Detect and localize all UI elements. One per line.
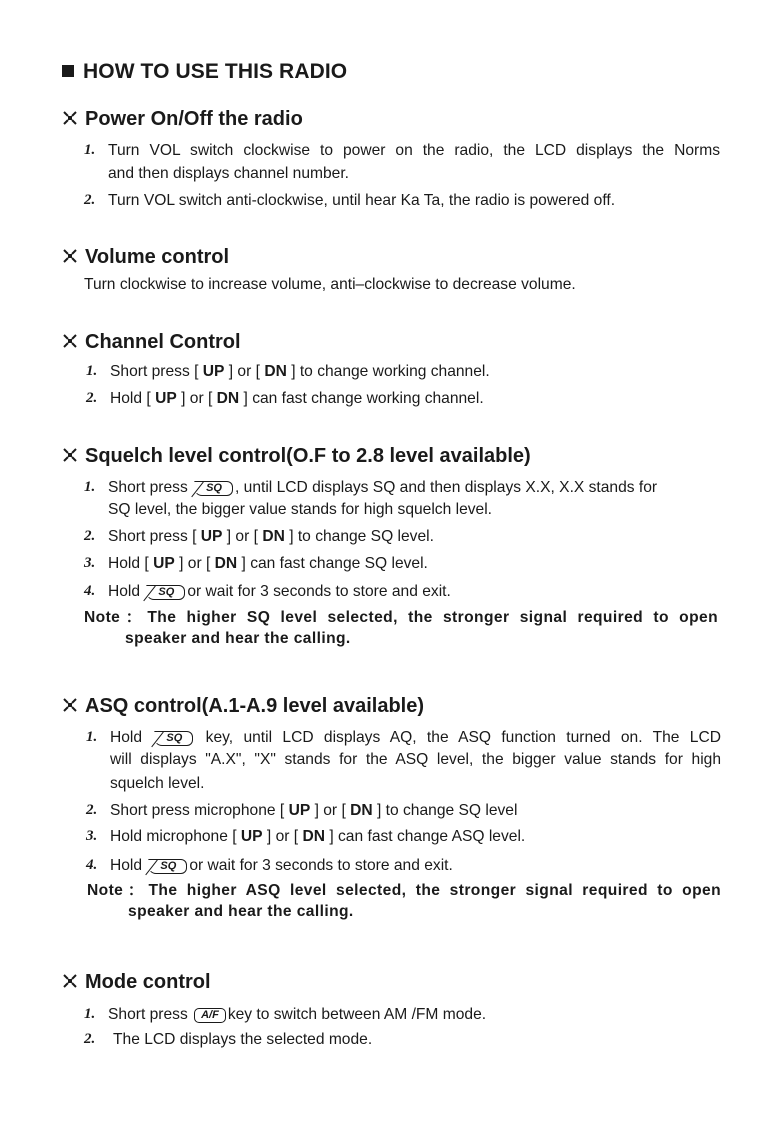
sq-key-icon: SQ: [154, 731, 193, 746]
bullet-cross-icon: [63, 698, 77, 712]
asq-step-1-cont: will displays "A.X", "X" stands for the ASQ level, the bigger value stands for high: [110, 751, 721, 768]
heading-asq: ASQ control(A.1-A.9 level available): [63, 695, 424, 718]
asq-note: Note：The higher ASQ level selected, the stronger signal required to open: [87, 882, 721, 899]
list-number: 2.: [84, 192, 96, 208]
list-number: 1.: [84, 142, 96, 158]
list-number: 1.: [86, 729, 98, 745]
list-number: 3.: [86, 828, 98, 844]
mode-step-1: Short press A/F key to switch between AM /FM mode.: [108, 1006, 487, 1023]
heading-volume: Volume control: [63, 246, 229, 269]
asq-step-4: Hold SQ or wait for 3 seconds to store and exit.: [110, 857, 453, 874]
bullet-cross-icon: [63, 249, 77, 263]
list-number: 1.: [84, 1006, 96, 1022]
bullet-cross-icon: [63, 974, 77, 988]
squelch-step-2: Short press [ UP ] or [ DN ] to change SQ level.: [108, 528, 434, 545]
asq-step-3: Hold microphone [ UP ] or [ DN ] can fast change ASQ level.: [110, 828, 526, 845]
power-step-2: Turn VOL switch anti-clockwise, until hear Ka Ta, the radio is powered off.: [108, 192, 616, 209]
sq-key-icon: SQ: [194, 481, 233, 496]
list-number: 1.: [84, 479, 96, 495]
list-number: 2.: [84, 1031, 96, 1047]
heading-mode: Mode control: [63, 971, 211, 994]
list-number: 4.: [86, 857, 98, 873]
list-number: 3.: [84, 555, 96, 571]
list-number: 4.: [84, 583, 96, 599]
bullet-cross-icon: [63, 334, 77, 348]
asq-step-1-cont2: squelch level.: [110, 775, 205, 792]
squelch-step-4: Hold SQ or wait for 3 seconds to store and exit.: [108, 583, 451, 600]
squelch-step-1-cont: SQ level, the bigger value stands for high squelch level.: [108, 501, 493, 518]
power-step-1: Turn VOL switch clockwise to power on the radio, the LCD displays the Norms: [108, 142, 720, 159]
squelch-note: Note：The higher SQ level selected, the stronger signal required to open: [84, 609, 718, 626]
sq-key-icon: SQ: [146, 585, 185, 600]
squelch-step-3: Hold [ UP ] or [ DN ] can fast change SQ level.: [108, 555, 428, 572]
squelch-note-cont: speaker and hear the calling.: [125, 630, 351, 647]
asq-note-cont: speaker and hear the calling.: [128, 903, 354, 920]
bullet-cross-icon: [63, 448, 77, 462]
sq-key-icon: SQ: [148, 859, 187, 874]
channel-step-2: Hold [ UP ] or [ DN ] can fast change working channel.: [110, 390, 484, 407]
power-step-1-cont: and then displays channel number.: [108, 165, 350, 182]
bullet-cross-icon: [63, 111, 77, 125]
channel-step-1: Short press [ UP ] or [ DN ] to change working channel.: [110, 363, 490, 380]
list-number: 2.: [84, 528, 96, 544]
volume-text: Turn clockwise to increase volume, anti–clockwise to decrease volume.: [84, 276, 576, 293]
list-number: 1.: [86, 363, 98, 379]
heading-squelch: Squelch level control(O.F to 2.8 level available): [63, 445, 531, 468]
square-bullet-icon: [62, 65, 74, 77]
af-key-icon: A/F: [194, 1008, 226, 1023]
list-number: 2.: [86, 390, 98, 406]
asq-step-2: Short press microphone [ UP ] or [ DN ] to change SQ level: [110, 802, 518, 819]
page-title: HOW TO USE THIS RADIO: [62, 60, 347, 84]
heading-channel: Channel Control: [63, 331, 241, 354]
mode-step-2: The LCD displays the selected mode.: [113, 1031, 373, 1048]
list-number: 2.: [86, 802, 98, 818]
asq-step-1: Hold SQ key, until LCD displays AQ, the ASQ function turned on. The LCD: [110, 729, 721, 746]
squelch-step-1: Short press SQ , until LCD displays SQ and then displays X.X, X.X stands for: [108, 479, 658, 496]
heading-power: Power On/Off the radio: [63, 108, 303, 131]
